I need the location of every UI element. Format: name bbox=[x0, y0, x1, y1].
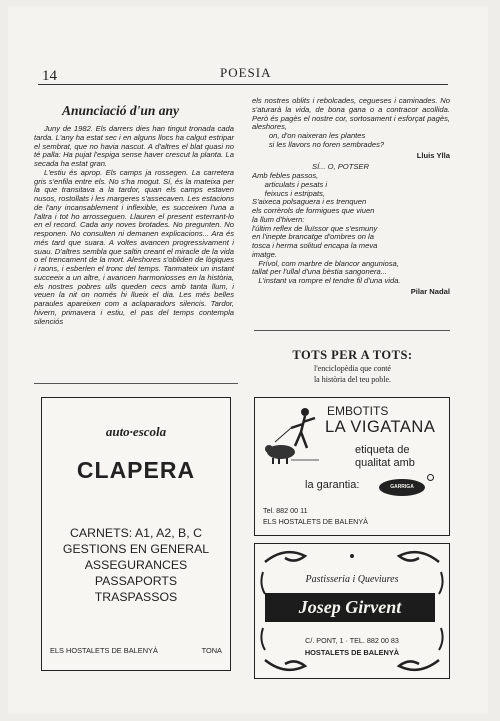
ad-service: CARNETS: A1, A2, B, C bbox=[70, 526, 202, 540]
ad-address: C/. PONT, 1 · TEL. 882 00 83 bbox=[305, 636, 399, 645]
article-paragraph: L'estiu és aprop. Els camps ja rossegen. La carretera gris s'enfila entre els. No s'ha mogut. Sí, és la mateixa per la que transitava a la tardor, quan els camps estaven nusos, rostollats i les margeres s'assecaven. Les estacions de l'any incansablement i inflexible, es succeixen l'una a l'altra i tot ho arrosseguen. Llauren el present esterrant-lo en el record. Cada any noves brotades. No pregunten. No responen. No consulten ni demanen explicacions... Ara és més tard que suara. A voltes avancen progressivament i suau. D'altres sembla que saltin creant el miracle de la vida o el trencament de la mort. Aleshores s'obliden de lògiques i raons, i esberlen el tronc del temps. Tanmateix un instant succeeix a un altre, i avancen harmoniosses en la història, els nostres pobres ulls queden cecs amb tanta llum, i veuen la nit on només hi llueix el dia. Les més belles paraules apareixen com a aclaparadors silencis. Tardor, hivern, primavera i estiu, el pas del temps contempla silenciós bbox=[34, 167, 234, 326]
poem-line: en l'inepte brancatge d'ombres on la bbox=[252, 232, 374, 242]
article-author: Lluis Ylla bbox=[416, 150, 450, 160]
article-column-right bbox=[252, 97, 450, 297]
tots-line: l'enciclopèdia que conté bbox=[314, 364, 391, 373]
tots-promo bbox=[255, 348, 450, 385]
poem-line: l'últim reflex de lluïssor que s'esmuny bbox=[252, 223, 378, 233]
poem-line: feixucs i estripats, bbox=[252, 188, 326, 198]
ad-line-text: etiqueta de bbox=[355, 444, 410, 456]
ad-clapera bbox=[41, 397, 231, 671]
ad-line: Pastisseria i Queviures bbox=[305, 574, 399, 585]
ad-town: ELS HOSTALETS DE BALENYÀ bbox=[50, 646, 158, 655]
page-number: 14 bbox=[42, 68, 57, 84]
poem-line: L'instant va rompre el tendre fil d'una vida. bbox=[252, 276, 401, 285]
article-paragraph: els nostres oblits i rebolcades, cegueses i caminades. No s'aturarà la vida, de bona gana o a contracor acollida. Però és pagès el nostre cor, sortosament i esforçat pagès, aleshores, bbox=[252, 96, 450, 132]
poem-line: S'aixeca polsaguera i es trenquen bbox=[252, 197, 367, 207]
ad-services bbox=[42, 525, 230, 605]
ad-vigatana bbox=[254, 397, 450, 536]
ad-phone: Tel. 882 00 11 bbox=[263, 506, 308, 515]
article-title: Anunciació d'un any bbox=[62, 103, 180, 118]
header-rule bbox=[38, 84, 448, 85]
divider bbox=[34, 383, 238, 384]
ad-footer bbox=[50, 646, 222, 655]
pig-and-man-illustration-icon bbox=[261, 402, 325, 470]
ad-service: ASSEGURANCES bbox=[84, 558, 188, 572]
poem-line: la llum d'hivern: bbox=[252, 214, 305, 224]
ad-line bbox=[355, 444, 415, 470]
ad-line: la garantia: bbox=[305, 479, 360, 491]
ad-town: HOSTALETS DE BALENYÀ bbox=[304, 648, 400, 657]
ad-place: TONA bbox=[201, 646, 222, 655]
ad-name: LA VIGATANA bbox=[325, 418, 436, 436]
section-title: POESIA bbox=[220, 65, 272, 80]
poem-line: imatge. bbox=[252, 249, 277, 259]
poem-author: Pilar Nadal bbox=[410, 286, 450, 296]
article-poem-tail: on, d'on naixeran les plantes si les llavors no foren sembrades? bbox=[268, 131, 385, 149]
poem-line: articulats i pesats i bbox=[252, 179, 328, 189]
ad-tagline: auto·escola bbox=[105, 424, 167, 439]
ad-service: TRASPASSOS bbox=[94, 590, 178, 604]
brand-logo: GARRIGA bbox=[379, 479, 425, 496]
poem-line: Frívol, com marbre de blancor anguniosa, bbox=[252, 258, 399, 268]
poem-line: Amb febles passos, bbox=[252, 171, 319, 180]
ad-service: PASSAPORTS bbox=[94, 574, 178, 588]
tots-line: la història del teu poble. bbox=[313, 375, 392, 384]
article-paragraph: Juny de 1982. Els darrers dies han tingut tronada cada tarda. L'any ha estat sec i en alguns llocs ha calgut estripar el sembrat, que no havia nascut. A d'altres el blat quasi no té palla: Ha pujat l'espiga sense haver crescut la planta. La secada ha estat gran. bbox=[34, 124, 234, 168]
poem-line: tosca i herma solitud encapa la meva bbox=[252, 241, 378, 250]
tots-title: TOTS PER A TOTS: bbox=[292, 348, 413, 362]
ad-line-text: qualitat amb bbox=[355, 457, 415, 469]
ad-girvent bbox=[254, 543, 450, 679]
ad-name: Josep Girvent bbox=[265, 593, 435, 622]
article-column-left bbox=[34, 125, 234, 326]
ad-service: GESTIONS EN GENERAL bbox=[62, 542, 210, 556]
ad-town: ELS HOSTALETS DE BALENYÀ bbox=[263, 517, 368, 526]
registered-mark-icon bbox=[427, 474, 434, 481]
poem-title: SÍ... O, POTSER bbox=[312, 162, 369, 172]
ad-name: CLAPERA bbox=[76, 457, 196, 483]
divider bbox=[254, 330, 450, 331]
ad-line: EMBOTITS bbox=[327, 404, 389, 418]
poem-line: els corrèrols de formigues que viuen bbox=[252, 206, 375, 215]
poem-line: tallat per l'ullal d'una bèstia sangonera... bbox=[252, 267, 388, 277]
